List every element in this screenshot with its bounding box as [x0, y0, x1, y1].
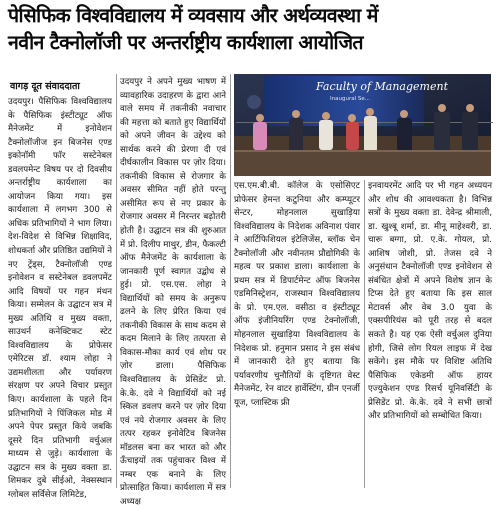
- column-4-text: इनवायरमेंट आदि पर भी गहन अध्ययन और शोध की आवश्यकता है। विभिन्न सत्रों के मुख्य वक्ता डा. देवेन्द्र श्रीमाली, डा. खुश्बू शर्मा, डा. मीनू माहेश्वरी, डा. चारू बग्गा, प्रो. ए.के. गोयल, प्रो. आशिष जोशी, प्रो. तेजस दवे ने अनुसंधान टैक्नोलॉजी एण्ड इनोवेशन से संबंधित क्षेत्रों में अपने विशेष ज्ञान के टिप्स देते हुए बताया कि इस साल मेटावर्स और वेब 3.0 युवा के एक्सपीरियंस को पूरी तरह से बदल सकते है। यह एक ऐसी वर्चुअल दुनिया होगी, जिसे लोग रियल लाइफ में देख सकेंगे। इस मौके पर विशिष्ट अतिथि पैसिफिक एकेडमी ऑफ हायर एज्युकेशन एण्ड रिसर्च यूनिवर्सिटी के प्रेसिडेंट प्रो. के.के. दवे ने सभी छात्रों और प्रतिभागियों को सम्बोधित किया।: [368, 181, 492, 422]
- byline: वागड़ दूत संवाददाता: [10, 81, 80, 92]
- column-divider: [364, 180, 365, 488]
- event-photo-image: [234, 74, 491, 176]
- headline: [8, 2, 496, 56]
- article-column-4: [368, 180, 492, 488]
- column-1-text: उदयपुर। पैसिफिक विश्वविद्यालय के पैसिफिक इंस्टीट्यूट ऑफ मैनेजमेंट में इनोवेशन टैक्नोलॉजीज इन बिजनेस एण्ड इकोनॉमी फॉर सस्टेनेबल डवलपमेन्ट विषय पर दो दिवसीय अन्तर्राष्ट्रीय कार्यशाला का आयोजन किया गया। इस कार्यशाला में लगभग 300 से अधिक प्रतिभागियों ने भाग लिया। देश-विदेश से विभिन्न शिक्षाविद, शोधकर्ता और प्रतिष्ठित उद्यमियों ने नए ट्रेंड्स, टैक्नोलॉजी एण्ड इनोवेशन व सस्टेनेबल डवलपमेंट आदि विषयों पर गहन मंथन किया। सम्मेलन के उद्घाटन सत्र में मुख्य अतिथि व मुख्य वक्ता, साउथर्न कनेक्टिकट स्टेट विश्वविद्यालय के प्रोफेसर एमेरिटस डॉ. श्याम लोहा ने उद्यमशीलता और पर्यावरण संरक्षण पर अपने विचार प्रस्तुत किए। कार्यशाला के पहले दिन प्रतिभागियों ने पिंजिकल मोड में अपने पेपर प्रस्तुत किये जबकि दूसरे दिन प्रतिभागी वर्चुअल माध्यम से जुड़े। कार्यशाला के उद्घाटन सत्र के मुख्य वक्ता डा. शिमकर दुबे सीईओ, नेक्सस्थान ग्लोबल सर्विसेज लिमिटेड,: [8, 97, 112, 500]
- headline-line-1: पेसिफिक विश्वविद्यालय में व्यवसाय और अर्थव्यवस्था में: [8, 4, 378, 27]
- banner-text: Faculty of Management: [316, 80, 448, 93]
- headline-line-2: नवीन टैक्नोलॉजी पर अन्तर्राष्ट्रीय कार्यशाला आयोजित: [8, 31, 363, 54]
- banner-subtext: Inaugural Se...: [330, 96, 370, 102]
- column-2-text: उदयपुर ने अपने मुख्य भाषण में व्यावहारिक उदाहरण के द्वारा आने वाले समय में तकनीकी नवाचार की महत्ता को बताते हुए विद्यार्थियों को अपने जीवन के उद्देश्य को सार्थक करने की प्रेरणा दी एवं दीर्घकालीन विकास पर ज़ोर दिया। तकनीकी विकास से रोजगार के अवसर सीमित नहीं होते परन्तु असीमित रूप से नए प्रकार के रोजगार अवसर में निरन्तर बढ़ोतरी होती है। उद्घाटन सत्र की शुरुआत में प्रो. दिलीप माथुर, डीन, फैकल्टी ऑफ मैनेजमेंट के कार्यशाला के जानकारी पूर्ण स्वागत उद्बोध से हुई। प्रो. एस.एस. लोहा ने विद्यार्थियों को समय के अनुरूप ढलने के लिए प्रेरित किया एवं तकनीकी विकास के साथ कदम से कदम मिलाने के लिए तत्परता से विकास-मौका कार्य एवं शोध पर ज़ोर डाला। पैसिफिक विश्वविद्यालय के प्रेसिडेंट प्रो. के.के. दवे ने विद्यार्थियों को नई स्किल डवलप करने पर ज़ोर दिया एवं नये रोजगार अवसर के लिए तत्पर रहकर इनोवेटिव बिजनेस मॉडलस बना कर भारत को और ऊँचाइयों तक पहुंचाकर विश्व में नम्बर एक बनाने के लिए प्रोत्साहित किया। कार्यशाला में सत्र अध्यक्ष: [120, 77, 226, 507]
- article-column-3: [234, 180, 360, 488]
- article-column-1: [8, 96, 112, 500]
- column-3-text: एस.एम.बी.बी. कॉलेज के एसोसिएट प्रोफेसर हेमन्त कटुनिया और कम्प्यूटर सेन्टर, मोहनलाल सुखाड़िया विश्वविद्यालय के निदेशक अविनाश पंवार ने आर्टिफिशियल इंटेलिजेंस, ब्लॉक चेन टैक्नोलॉजी और नवीनतम प्रौद्योगिकी के महत्व पर प्रकाश डाला। कार्यशाला के प्रथम सत्र में डिपार्टमेन्ट ऑफ बिजनेस एडमिनिस्ट्रेशन, राजस्थान विश्वविद्यालय के प्रो. एम.एल. वसीठा व इंस्टीट्यूट ऑफ इंजीनियरिंग एण्ड टेक्नोलॉजी, मोहनलाल सुखाड़िया विश्वविद्यालय के निदेशक प्रो. हनुमान प्रसाद ने इस संबंध में जानकारी देते हुए बताया कि पर्यावरणीय चुनौतियों के दृष्टिगत वेस्ट मैनेजमेंट, रेन वाटर हार्वेस्टिंग, ग्रीन एनर्जी यूज, प्लास्टिक फ्री: [234, 181, 360, 408]
- event-photo: [234, 74, 491, 176]
- article-column-2: [120, 76, 226, 507]
- column-divider: [116, 74, 117, 488]
- column-divider: [230, 74, 231, 488]
